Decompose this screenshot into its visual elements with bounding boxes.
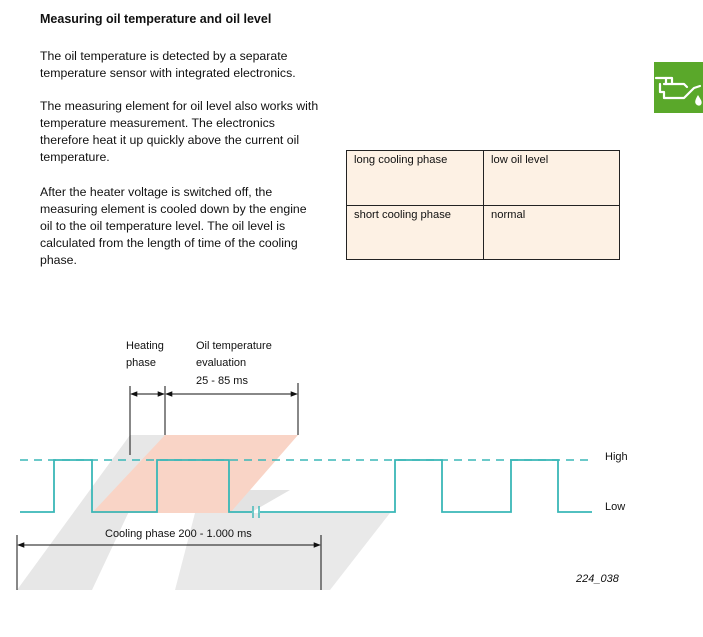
table-cell: low oil level — [484, 151, 620, 206]
heating-label: Heating — [126, 340, 164, 352]
paragraph-temperature-sensor: The oil temperature is detected by a separate temperature sensor with integrated electronics. — [40, 49, 296, 80]
cooling-phase-label: Cooling phase 200 - 1.000 ms — [105, 528, 252, 540]
figure-number: 224_038 — [576, 573, 619, 585]
level-low-label: Low — [605, 501, 626, 513]
shadow-band — [175, 513, 390, 590]
page-title: Measuring oil temperature and oil level — [40, 12, 272, 26]
evaluation-range: 25 - 85 ms — [196, 375, 248, 387]
table-cell: long cooling phase — [347, 151, 484, 206]
table-cell: short cooling phase — [347, 205, 484, 260]
table-cell: normal — [484, 205, 620, 260]
evaluation-label: evaluation — [196, 357, 247, 369]
level-high-label: High — [605, 451, 628, 463]
evaluation-label: Oil temperature — [196, 340, 272, 352]
heating-label: phase — [126, 357, 156, 369]
paragraph-measuring-element: The measuring element for oil level also works with temperature measurement. The electronics therefore heat it up quickly above the current oil temperature. — [40, 99, 319, 164]
paragraph-cooling: After the heater voltage is switched off, the measuring element is cooled down by the engine oil to the oil temperature level. The oil level is calculated from the length of time of the cooling phase. — [40, 185, 307, 267]
